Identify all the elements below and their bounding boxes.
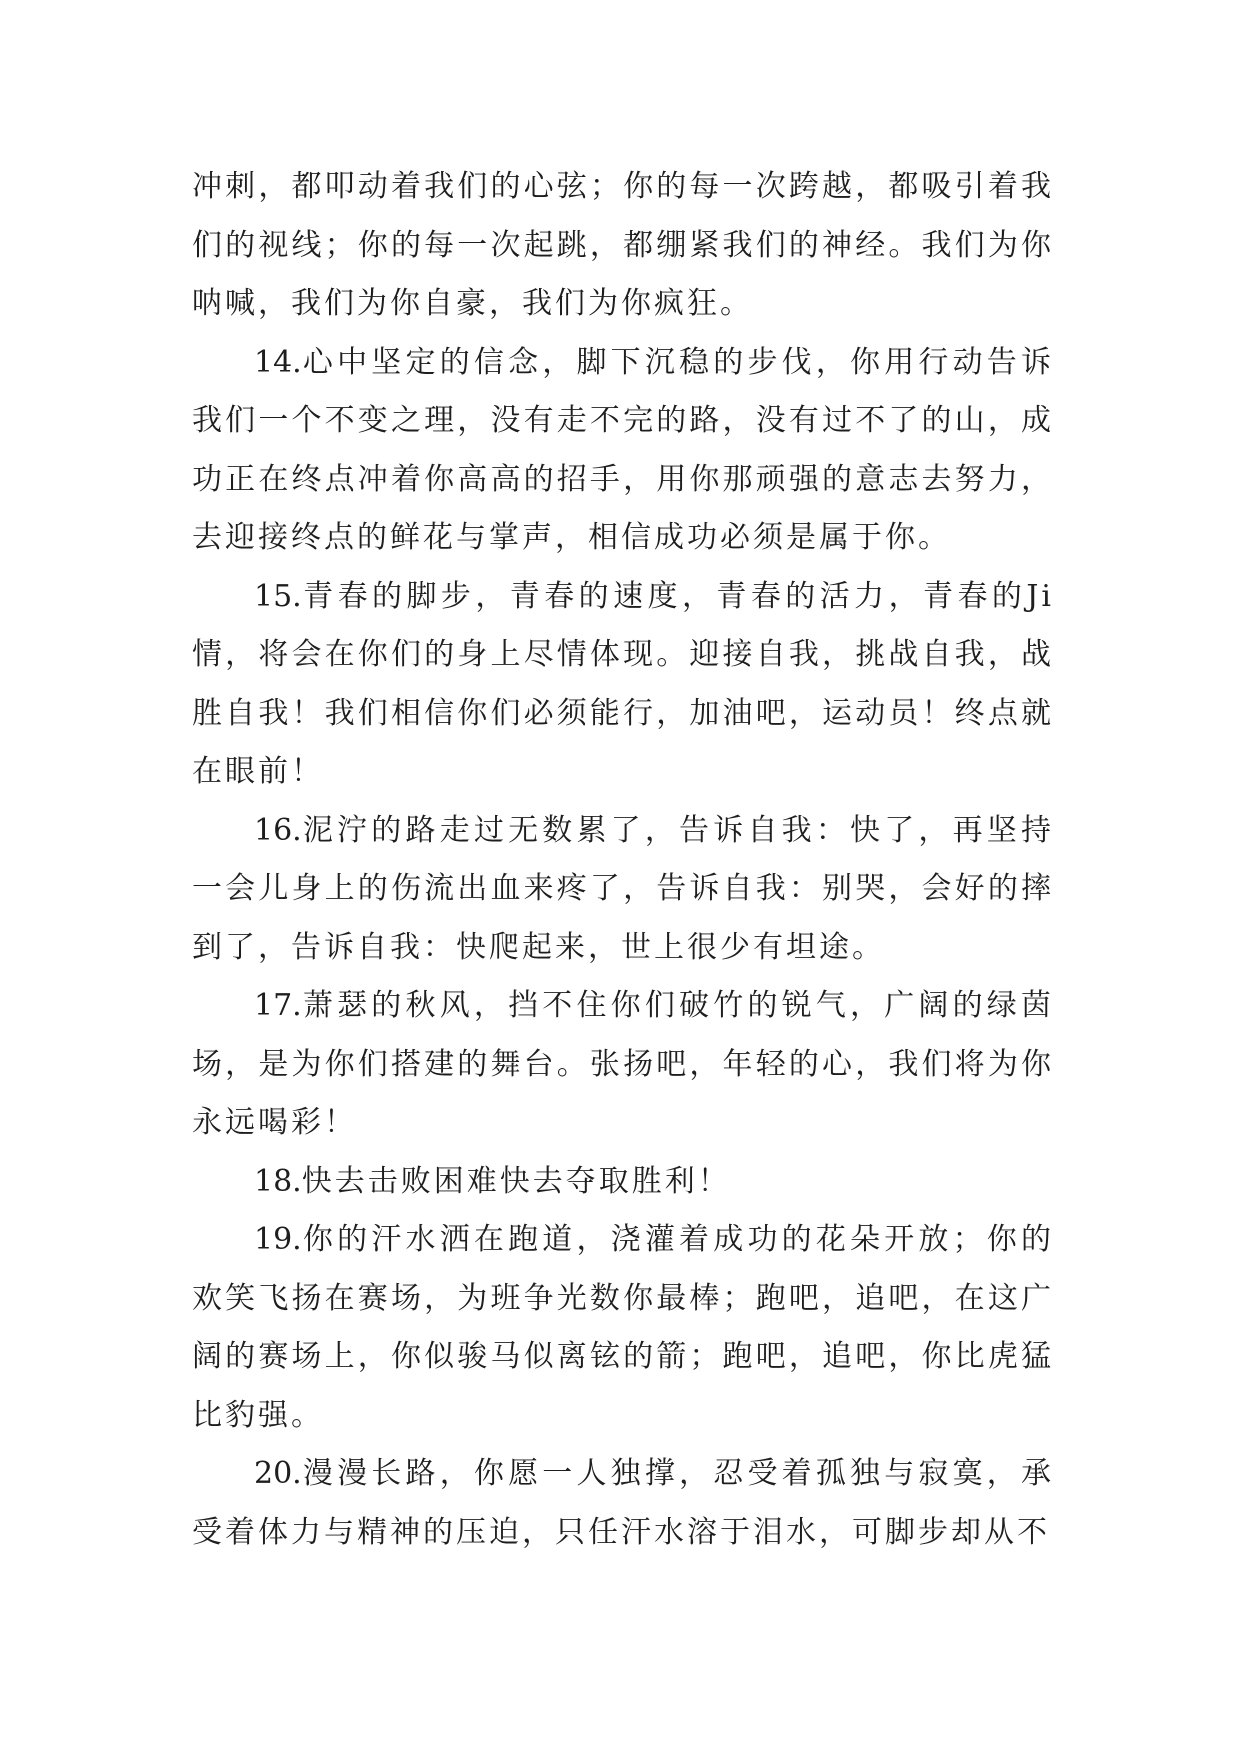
paragraph-14: [192, 334, 1054, 568]
paragraph-16: [192, 802, 1054, 978]
paragraph-text: 心中坚定的信念，脚下沉稳的步伐，你用行动告诉我们一个不变之理，没有走不完的路，没有过不了的山，成功正在终点冲着你高高的招手，用你那顽强的意志去努力，去迎接终点的鲜花与掌声，相信成功必须是属于你。: [192, 344, 1054, 555]
paragraph-continuation: [192, 158, 1054, 334]
paragraph-text: 你的汗水洒在跑道，浇灌着成功的花朵开放；你的欢笑飞扬在赛场，为班争光数你最棒；跑吧，追吧，在这广阔的赛场上，你似骏马似离铉的箭；跑吧，追吧，你比虎猛比豹强。: [192, 1222, 1054, 1433]
paragraph-number: 15.: [254, 578, 302, 614]
paragraph-text: 萧瑟的秋风，挡不住你们破竹的锐气，广阔的绿茵场，是为你们搭建的舞台。张扬吧，年轻的心，我们将为你永远喝彩！: [192, 988, 1054, 1140]
paragraph-number: 14.: [254, 344, 302, 380]
paragraph-15: [192, 568, 1054, 802]
paragraph-20: [192, 1445, 1054, 1562]
paragraph-number: 17.: [254, 988, 302, 1023]
paragraph-number: 16.: [254, 812, 302, 848]
paragraph-18: [192, 1153, 1054, 1212]
paragraph-19: [192, 1211, 1054, 1445]
paragraph-number: 19.: [254, 1222, 302, 1257]
document-body: [192, 158, 1054, 1562]
paragraph-text: 冲刺，都叩动着我们的心弦；你的每一次跨越，都吸引着我们的视线；你的每一次起跳，都绷紧我们的神经。我们为你呐喊，我们为你自豪，我们为你疯狂。: [192, 169, 1054, 321]
paragraph-text: 泥泞的路走过无数累了，告诉自我：快了，再坚持一会儿身上的伤流出血来疼了，告诉自我：别哭，会好的摔到了，告诉自我：快爬起来，世上很少有坦途。: [192, 812, 1054, 965]
paragraph-number: 20.: [254, 1456, 302, 1491]
paragraph-text: 漫漫长路，你愿一人独撑，忍受着孤独与寂寞，承受着体力与精神的压迫，只任汗水溶于泪水，可脚步却从不: [192, 1456, 1054, 1550]
paragraph-17: [192, 977, 1054, 1153]
paragraph-text: 青春的脚步，青春的速度，青春的活力，青春的Ji情，将会在你们的身上尽情体现。迎接自我，挑战自我，战胜自我！我们相信你们必须能行，加油吧，运动员！终点就在眼前！: [192, 578, 1054, 789]
paragraph-number: 18.: [254, 1163, 302, 1199]
paragraph-text: 快去击败困难快去夺取胜利！: [301, 1163, 731, 1199]
